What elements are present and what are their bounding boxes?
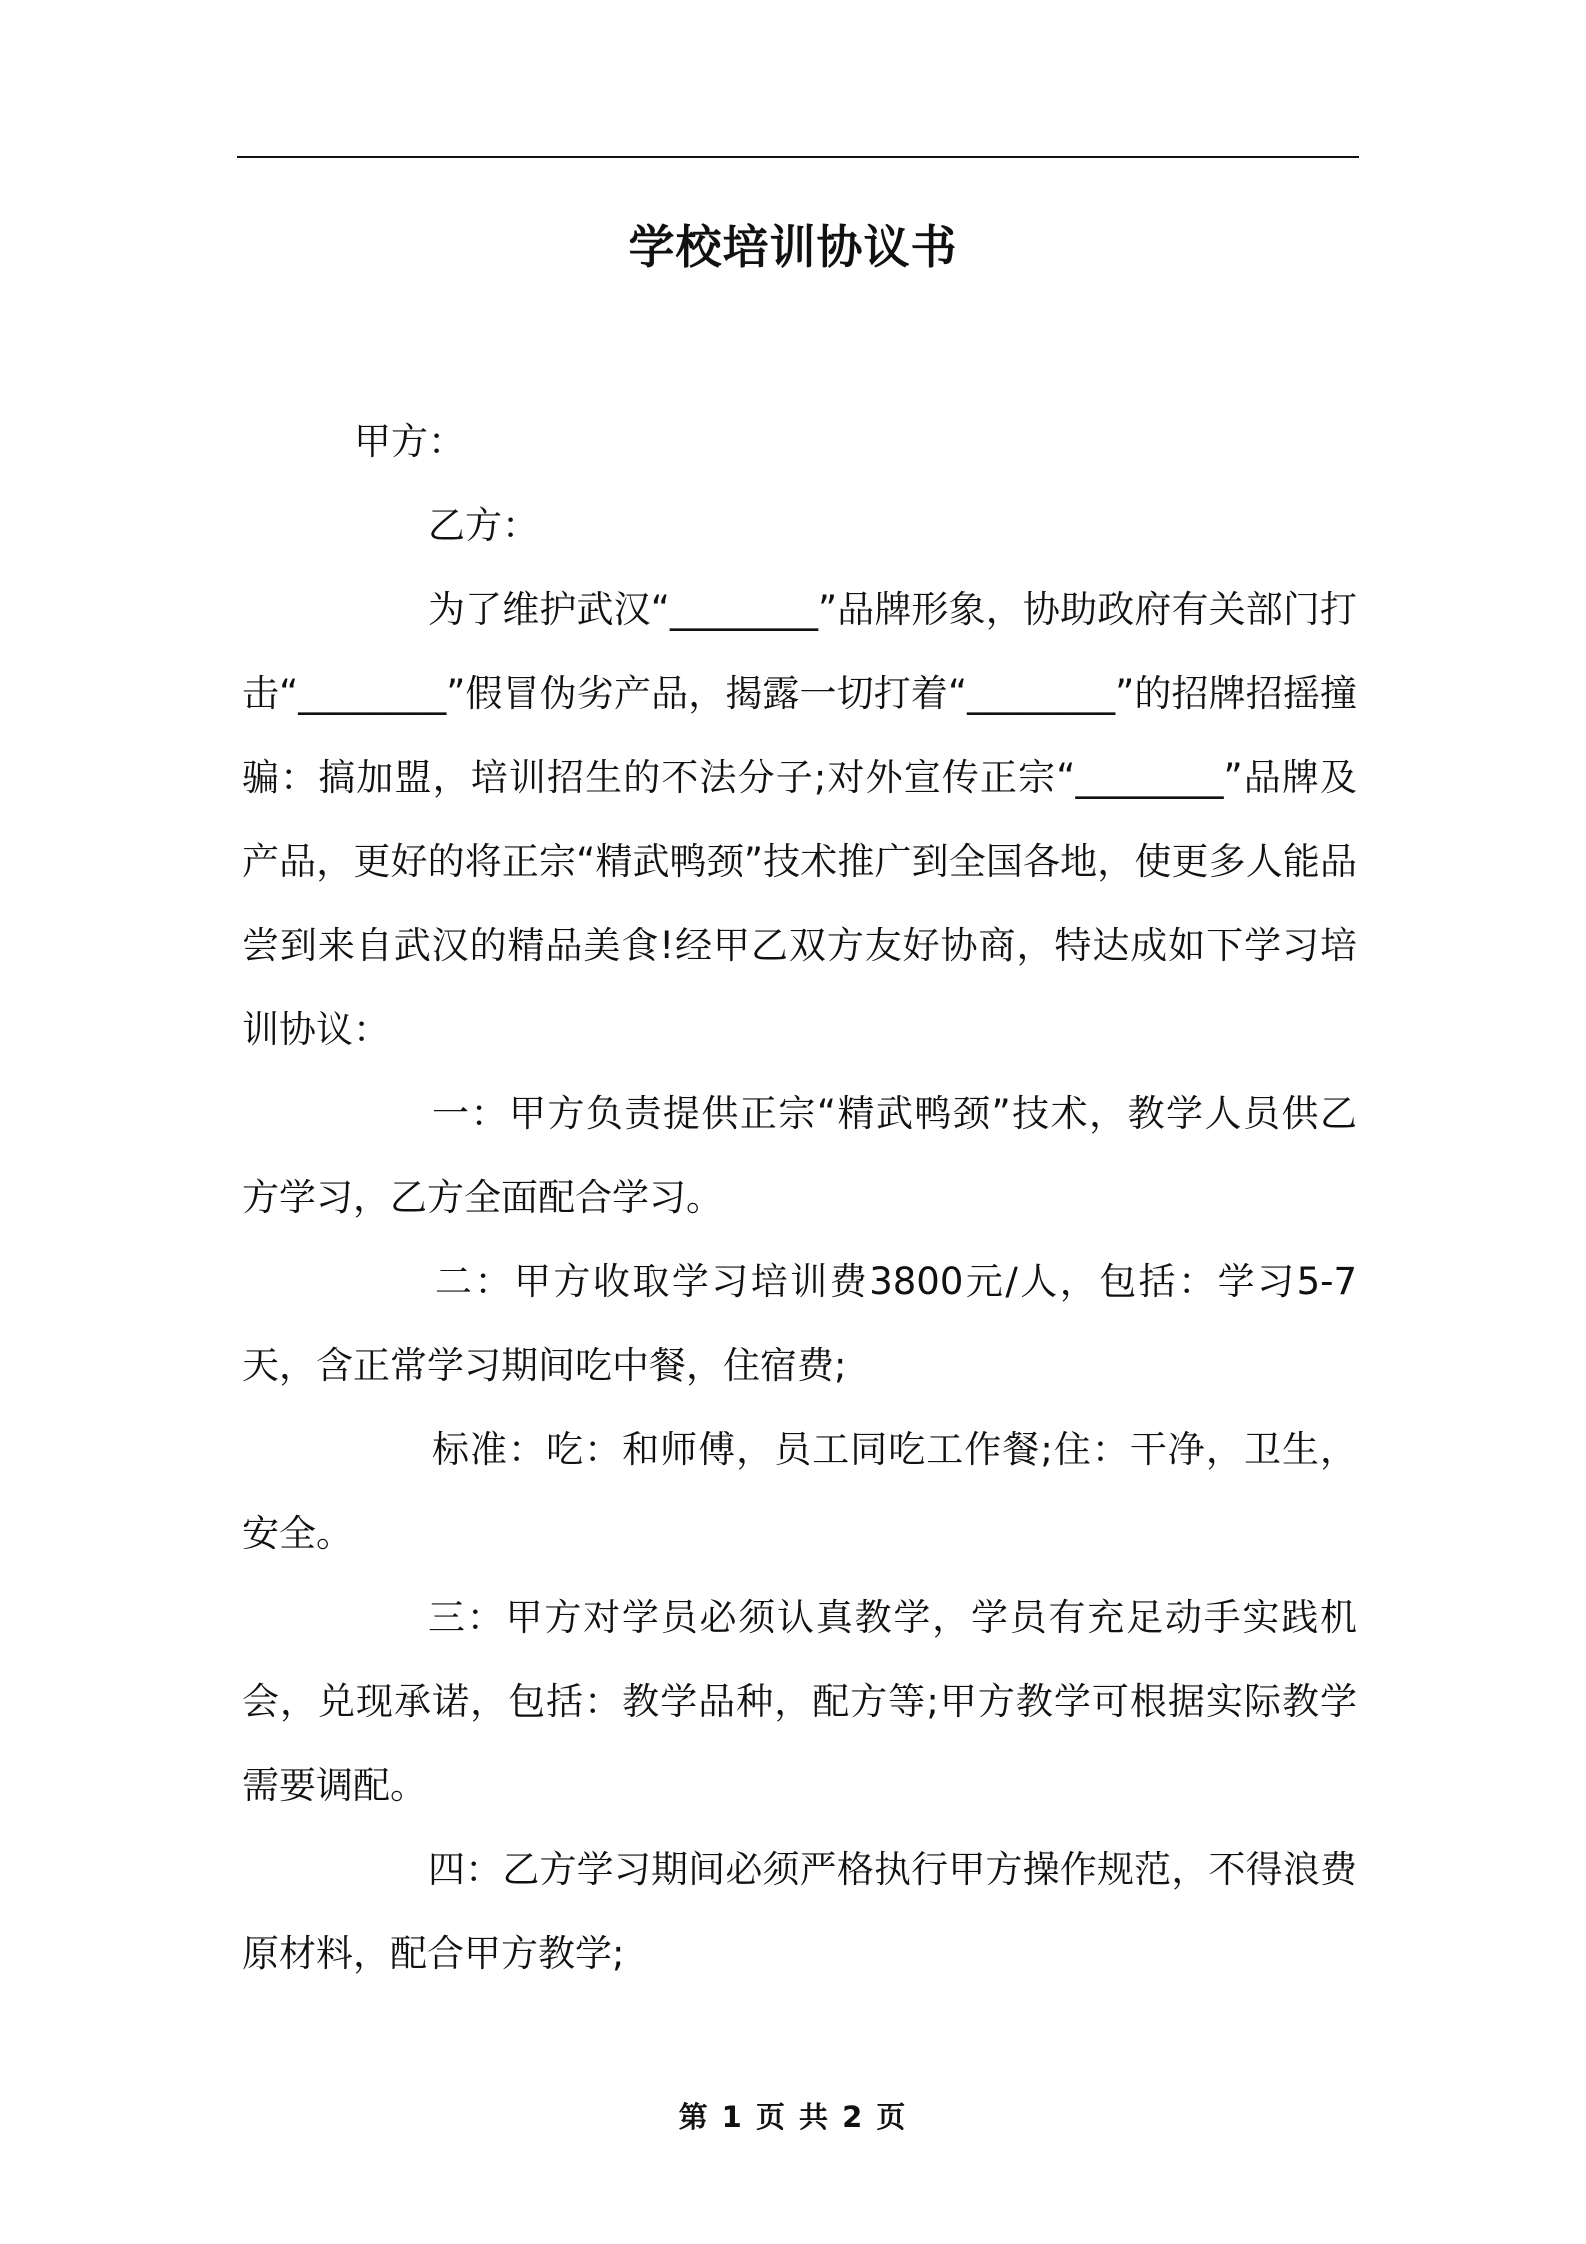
clause-1: 一：甲方负责提供正宗“精武鸭颈”技术，教学人员供乙方学习，乙方全面配合学习。	[242, 1092, 1357, 1219]
clause-3: 三：甲方对学员必须认真教学，学员有充足动手实践机会，兑现承诺，包括：教学品种，配方等;甲方教学可根据实际教学需要调配。	[242, 1596, 1357, 1807]
document-body	[242, 400, 1357, 1996]
party-a-label: 甲方：	[354, 420, 465, 463]
party-b-label: 乙方：	[428, 504, 539, 547]
preamble-paragraph: 为了维护武汉“________”品牌形象，协助政府有关部门打击“________”假冒伪劣产品，揭露一切打着“________”的招牌招摇撞骗：搞加盟，培训招生的不法分子;对外宣传正宗“________”品牌及产品，更好的将正宗“精武鸭颈”技术推广到全国各地，使更多人能品尝到来自武汉的精品美食!经甲乙双方友好协商，特达成如下学习培训协议：	[242, 588, 1357, 1051]
clause-4: 四：乙方学习期间必须严格执行甲方操作规范，不得浪费原材料，配合甲方教学;	[242, 1848, 1357, 1975]
page-footer: 第 1 页 共 2 页	[678, 2100, 908, 2134]
header-rule	[237, 156, 1359, 158]
clause-2: 二：甲方收取学习培训费3800元/人，包括：学习5-7天，含正常学习期间吃中餐，住宿费;	[242, 1260, 1357, 1387]
document-title: 学校培训协议书	[628, 220, 958, 274]
clause-2-standard: 标准：吃：和师傅，员工同吃工作餐;住：干净，卫生，安全。	[242, 1428, 1357, 1555]
